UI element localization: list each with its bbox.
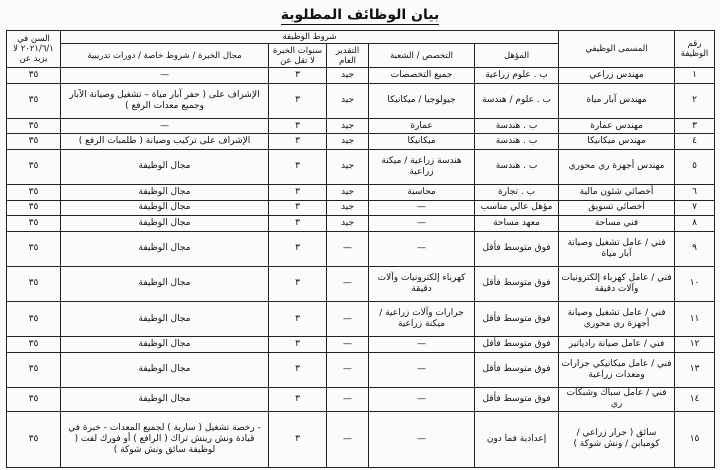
cell-age: ٣٥	[7, 388, 61, 412]
cell-qualification: فوق متوسط فأقل	[475, 388, 559, 412]
table-row	[7, 216, 715, 232]
cell-experience: مجال الوظيفة	[61, 200, 269, 216]
cell-age: ٣٥	[7, 216, 61, 232]
cell-grade: جيد	[327, 200, 369, 216]
cell-specialization: —	[369, 200, 475, 216]
cell-qualification: ب . علوم زراعية	[475, 68, 559, 84]
cell-grade: —	[327, 352, 369, 387]
header-qualification: المؤهل	[475, 44, 559, 68]
cell-job-no: ٩	[675, 231, 715, 266]
cell-job-no: ٧	[675, 200, 715, 216]
cell-experience: - رخصة تشغيل ( سارية ) لجميع المعدات - خبرة في قيادة ونش رينش تراك ( الرافع ) أو فورك لفت ( لوظيفة سائق ونش شوكة )	[61, 411, 269, 467]
cell-job-no: ١٢	[675, 337, 715, 353]
cell-job-title: فني / عامل كهرباء إلكترونيات وآلات دقيقة	[559, 266, 675, 301]
cell-experience: مجال الوظيفة	[61, 231, 269, 266]
cell-job-title: فني / عامل تشغيل وصيانة أجهزة ري محوري	[559, 302, 675, 337]
cell-job-title: أخصائي شئون مالية	[559, 185, 675, 201]
cell-specialization: —	[369, 337, 475, 353]
cell-job-no: ١	[675, 68, 715, 84]
table-row	[7, 411, 715, 467]
cell-qualification: ب . هندسة	[475, 149, 559, 184]
cell-specialization: —	[369, 352, 475, 387]
cell-experience: الإشراف على تركيب وصيانة ( طلمبات الرفع )	[61, 134, 269, 150]
cell-job-no: ٤	[675, 134, 715, 150]
cell-age: ٣٥	[7, 185, 61, 201]
cell-qualification: فوق متوسط فأقل	[475, 337, 559, 353]
cell-specialization: محاسبة	[369, 185, 475, 201]
header-age: السن في ٢٠٢١/٦/١ لا يزيد عن	[7, 31, 61, 68]
cell-age: ٣٥	[7, 231, 61, 266]
cell-grade: —	[327, 411, 369, 467]
cell-qualification: معهد مساحة	[475, 216, 559, 232]
jobs-table	[6, 30, 715, 468]
table-row	[7, 200, 715, 216]
table-row	[7, 149, 715, 184]
cell-grade: —	[327, 337, 369, 353]
cell-years: ٣	[269, 149, 327, 184]
header-job-title: المسمى الوظيفي	[559, 31, 675, 68]
cell-job-no: ١٣	[675, 352, 715, 387]
header-specialization: التخصص / الشعبة	[369, 44, 475, 68]
cell-age: ٣٥	[7, 83, 61, 118]
cell-qualification: فوق متوسط فأقل	[475, 352, 559, 387]
table-row	[7, 266, 715, 301]
cell-experience: مجال الوظيفة	[61, 302, 269, 337]
cell-qualification: فوق متوسط فأقل	[475, 302, 559, 337]
table-row	[7, 83, 715, 118]
cell-years: ٣	[269, 266, 327, 301]
cell-job-no: ٢	[675, 83, 715, 118]
cell-qualification: مؤهل عالي مناسب	[475, 200, 559, 216]
cell-specialization: عمارة	[369, 118, 475, 134]
cell-job-title: مهندس ميكانيكا	[559, 134, 675, 150]
cell-age: ٣٥	[7, 134, 61, 150]
cell-specialization: جميع التخصصات	[369, 68, 475, 84]
cell-grade: جيد	[327, 216, 369, 232]
cell-experience: مجال الوظيفة	[61, 185, 269, 201]
cell-job-title: فني / عامل صيانة رادياتير	[559, 337, 675, 353]
cell-years: ٣	[269, 68, 327, 84]
cell-years: ٣	[269, 337, 327, 353]
cell-grade: —	[327, 302, 369, 337]
cell-qualification: ب . هندسة	[475, 118, 559, 134]
cell-years: ٣	[269, 302, 327, 337]
cell-qualification: ب . تجارة	[475, 185, 559, 201]
cell-specialization: كهرباء إلكترونيات وآلات دقيقة	[369, 266, 475, 301]
cell-experience: مجال الوظيفة	[61, 266, 269, 301]
cell-years: ٣	[269, 83, 327, 118]
cell-age: ٣٥	[7, 411, 61, 467]
cell-years: ٣	[269, 231, 327, 266]
cell-job-no: ١٤	[675, 388, 715, 412]
cell-job-title: فني / عامل تشغيل وصيانة آبار مياة	[559, 231, 675, 266]
cell-age: ٣٥	[7, 337, 61, 353]
cell-grade: جيد	[327, 68, 369, 84]
cell-experience: الإشراف على ( حفر آبار مياة – تشغيل وصيانة الآبار وجميع معدات الرفع )	[61, 83, 269, 118]
table-row	[7, 185, 715, 201]
cell-age: ٣٥	[7, 200, 61, 216]
cell-grade: —	[327, 388, 369, 412]
cell-age: ٣٥	[7, 352, 61, 387]
cell-years: ٣	[269, 185, 327, 201]
cell-specialization: —	[369, 411, 475, 467]
cell-experience: —	[61, 68, 269, 84]
table-row	[7, 134, 715, 150]
table-row	[7, 337, 715, 353]
cell-grade: جيد	[327, 185, 369, 201]
table-row	[7, 231, 715, 266]
table-row	[7, 302, 715, 337]
table-row	[7, 118, 715, 134]
cell-specialization: —	[369, 231, 475, 266]
cell-job-title: فني / عامل سباك وشبكات ري	[559, 388, 675, 412]
cell-years: ٣	[269, 134, 327, 150]
cell-grade: جيد	[327, 118, 369, 134]
cell-qualification: إعدادية فما دون	[475, 411, 559, 467]
cell-job-title: مهندس عمارة	[559, 118, 675, 134]
cell-years: ٣	[269, 200, 327, 216]
cell-specialization: —	[369, 388, 475, 412]
cell-job-no: ١١	[675, 302, 715, 337]
table-row	[7, 68, 715, 84]
cell-specialization: جرارات وآلات زراعية / ميكنة زراعية	[369, 302, 475, 337]
cell-job-title: فني مساحة	[559, 216, 675, 232]
cell-job-title: سائق ( جرار زراعي / كومبابن / ونش شوكة )	[559, 411, 675, 467]
cell-experience: مجال الوظيفة	[61, 216, 269, 232]
cell-experience: مجال الوظيفة	[61, 352, 269, 387]
cell-qualification: ب . هندسة	[475, 134, 559, 150]
cell-specialization: هندسة زراعية / ميكنة زراعية	[369, 149, 475, 184]
cell-job-title: مهندس أجهزة ري محوري	[559, 149, 675, 184]
cell-job-title: أخصائي تسويق	[559, 200, 675, 216]
cell-grade: جيد	[327, 134, 369, 150]
cell-years: ٣	[269, 118, 327, 134]
cell-job-no: ١٥	[675, 411, 715, 467]
document-title: بيان الوظائف المطلوبة	[280, 7, 440, 23]
cell-grade: —	[327, 266, 369, 301]
table-row	[7, 352, 715, 387]
cell-job-title: مهندس زراعي	[559, 68, 675, 84]
cell-experience: مجال الوظيفة	[61, 388, 269, 412]
cell-age: ٣٥	[7, 68, 61, 84]
cell-experience: مجال الوظيفة	[61, 149, 269, 184]
cell-specialization: ميكانيكا	[369, 134, 475, 150]
cell-grade: —	[327, 231, 369, 266]
cell-grade: جيد	[327, 149, 369, 184]
cell-experience: —	[61, 118, 269, 134]
cell-qualification: ب . علوم / هندسة	[475, 83, 559, 118]
cell-years: ٣	[269, 352, 327, 387]
cell-age: ٣٥	[7, 266, 61, 301]
table-row	[7, 388, 715, 412]
cell-experience: مجال الوظيفة	[61, 337, 269, 353]
header-conditions: شروط الوظيفة	[61, 31, 559, 44]
cell-job-no: ٥	[675, 149, 715, 184]
cell-job-title: فني / عامل ميكانيكي جرارات ومعدات زراعية	[559, 352, 675, 387]
cell-specialization: —	[369, 216, 475, 232]
cell-qualification: فوق متوسط فأقل	[475, 231, 559, 266]
cell-age: ٣٥	[7, 149, 61, 184]
cell-job-no: ١٠	[675, 266, 715, 301]
cell-age: ٣٥	[7, 302, 61, 337]
cell-qualification: فوق متوسط فأقل	[475, 266, 559, 301]
cell-job-no: ٣	[675, 118, 715, 134]
cell-job-no: ٦	[675, 185, 715, 201]
cell-specialization: جيولوجيا / ميكانيكا	[369, 83, 475, 118]
header-job-no: رقم الوظيفة	[675, 31, 715, 68]
cell-years: ٣	[269, 411, 327, 467]
cell-job-no: ٨	[675, 216, 715, 232]
cell-age: ٣٥	[7, 118, 61, 134]
cell-grade: جيد	[327, 83, 369, 118]
header-grade: التقدير العام	[327, 44, 369, 68]
cell-years: ٣	[269, 388, 327, 412]
header-years: سنوات الخبرة لا تقل عن	[269, 44, 327, 68]
header-experience: مجال الخبرة / شروط خاصة / دورات تدريبية	[61, 44, 269, 68]
cell-job-title: مهندس آبار مياة	[559, 83, 675, 118]
cell-years: ٣	[269, 216, 327, 232]
